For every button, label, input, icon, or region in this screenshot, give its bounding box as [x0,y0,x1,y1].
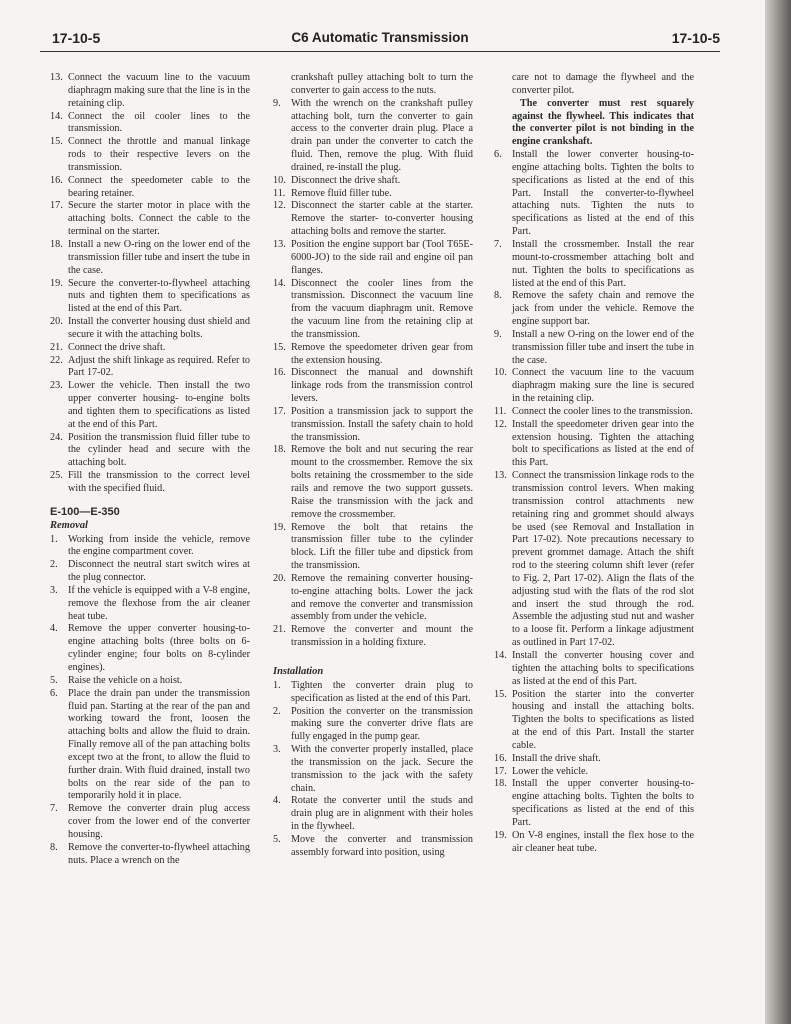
page-number-left: 17-10-5 [52,30,101,46]
list-item-text: Connect the drive shaft. [68,341,166,353]
list-item-text: Disconnect the starter cable at the starter. Remove the starter- to-converter housing attaching bolts and remove the starter. [291,200,473,238]
list-item-number: 11. [494,405,507,417]
column-right [494,72,694,855]
list-item-text: Remove the remaining converter housing-to-engine attaching bolts. Lower the jack and remove the converter and transmission assembly from under the vehicle. [291,572,473,623]
list-item [494,239,694,290]
list-item [273,278,473,342]
list-item-number: 15. [50,136,63,148]
list-item-number: 2. [50,559,58,571]
list-item-text: Connect the throttle and manual linkage rods to their respective levers on the transmission. [68,136,250,173]
subsection-heading-installation: Installation [273,665,324,677]
list-item [273,342,473,368]
list-item-number: 15. [494,688,507,700]
list-item-number: 18. [494,778,507,790]
continued-paragraph: crankshaft pulley attaching bolt to turn the converter to gain access to the nuts. [291,72,473,96]
list-item [50,72,250,111]
list-item [273,795,473,834]
list-item [273,98,473,175]
list-item-number: 14. [494,649,507,661]
list-item [273,406,473,445]
list-item-number: 16. [273,367,286,379]
list-item-text: Install the speedometer driven gear into the extension housing. Tighten the attaching bolt to specifications as listed at the end of this Part. [512,418,694,469]
list-item-text: Remove the safety chain and remove the jack from under the vehicle. Remove the engine support bar. [512,290,694,328]
list-item-number: 15. [273,341,286,353]
list-item-text: Adjust the shift linkage as required. Refer to Part 17-02. [68,354,250,379]
list-item-number: 6. [494,149,502,161]
list-item [50,842,250,868]
list-item [494,766,694,779]
list-item [50,559,250,585]
list-item-number: 17. [50,200,63,212]
list-item-text: Remove the converter and mount the transmission in a holding fixture. [291,624,473,649]
list-item-text: Remove the speedometer driven gear from the extension housing. [291,341,473,366]
list-item-number: 8. [50,841,58,853]
list-item-number: 11. [273,187,286,199]
list-item [50,432,250,471]
list-item-text: Install the lower converter housing-to-engine attaching bolts. Tighten the bolts to specifications as listed at the end of this Part. Install the converter-to-flywheel attaching nuts. Tighten the nuts to specifications as listed at the end of this Part. [512,149,694,238]
list-item [494,830,694,856]
list-item-text: Working from inside the vehicle, remove the engine compartment cover. [68,533,250,558]
list-item-number: 9. [494,328,502,340]
list-item-number: 13. [494,470,507,482]
list-item-number: 5. [50,674,58,686]
column-middle [273,72,473,860]
list-item [494,149,694,239]
list-item [273,573,473,624]
list-item-text: Install the converter housing dust shield and secure it with the attaching bolts. [68,316,250,340]
list-item-number: 22. [50,354,63,366]
list-item-number: 10. [273,174,286,186]
list-item [50,200,250,239]
bold-note: The converter must rest squarely against the flywheel. This indicates that the converter pilot is not binding in the engine crankshaft. [512,97,694,148]
list-item-text: Tighten the converter drain plug to specification as listed at the end of this Part. [291,679,473,704]
list-item-number: 18. [273,444,286,456]
list-item [273,367,473,406]
list-item-number: 1. [50,533,58,545]
list-item-number: 19. [494,829,507,841]
list-item-text: Disconnect the drive shaft. [291,174,401,186]
list-item-text: On V-8 engines, install the flex hose to the air cleaner heat tube. [512,829,694,854]
page-binding-edge [765,0,791,1024]
list-item [494,290,694,329]
list-item-number: 7. [494,238,502,250]
list-item [50,111,250,137]
list-item [494,419,694,470]
list-item [273,706,473,745]
continued-paragraph: care not to damage the flywheel and the converter pilot. [512,72,694,96]
list-item-number: 9. [273,97,281,109]
list-item-text: Remove fluid filler tube. [291,187,392,199]
list-item-text: Remove the upper converter housing-to-engine attaching bolts (three bolts on 6-cylinder engine; four bolts on 8-cylinder engines). [68,623,250,673]
list-item [50,316,250,342]
section-heading: E-100—E-350 [50,505,120,518]
list-item [273,188,473,201]
list-item [50,470,250,496]
list-item-text: Lower the vehicle. [512,765,589,777]
list-item-text: Connect the oil cooler lines to the transmission. [68,110,250,135]
list-item-number: 3. [50,584,58,596]
list-item-number: 12. [494,418,507,430]
list-item [494,778,694,829]
list-item [494,689,694,753]
list-item [273,680,473,706]
list-item-text: Position a transmission jack to support the transmission. Install the safety chain to hold the transmission. [291,405,473,443]
list-item-number: 25. [50,470,63,482]
list-item [50,239,250,278]
list-item [50,675,250,688]
list-item-number: 17. [273,405,286,417]
list-item-number: 14. [50,110,63,122]
list-item [273,834,473,860]
list-item-text: Remove the bolt and nut securing the rear mount to the crossmember. Remove the six bolts retaining the crossmember to the side rails and remove the two support gussets. Raise the transmission with the jack and remove the crossmember. [291,444,473,520]
list-item [494,367,694,406]
list-item [273,200,473,239]
list-item [50,380,250,431]
list-item-number: 16. [50,174,63,186]
list-item-text: Connect the speedometer cable to the bearing retainer. [68,174,250,199]
list-item-number: 8. [494,290,502,302]
list-item-number: 19. [273,521,286,533]
list-item [494,753,694,766]
list-item [273,744,473,795]
list-item-text: Install the converter housing cover and tighten the attaching bolts to specifications as listed at the end of this Part. [512,649,694,687]
list-item-text: Rotate the converter until the studs and drain plug are in alignment with their holes in the flywheel. [291,795,473,833]
list-item-text: Lower the vehicle. Then install the two upper converter housing- to-engine bolts and tighten them to specifications as listed at the end of this Part. [68,380,250,430]
page-header [40,29,720,52]
list-item-number: 2. [273,705,281,717]
list-item-number: 7. [50,803,58,815]
list-item [50,585,250,624]
list-item-text: Disconnect the cooler lines from the transmission. Disconnect the vacuum line from the vacuum diaphragm unit. Remove the vacuum line from the retaining clip at the transmission. [291,277,473,340]
list-item [50,534,250,560]
list-item-text: Position the engine support bar (Tool T65E-6000-JO) to the side rail and engine oil pan flanges. [291,238,473,276]
list-item-number: 16. [494,752,507,764]
page-title: C6 Automatic Transmission [291,30,469,45]
list-item [50,803,250,842]
list-item-text: Install a new O-ring on the lower end of the transmission filler tube and insert the tube in the case. [68,238,250,276]
list-item [50,175,250,201]
list-item-number: 4. [50,623,58,635]
list-item-number: 20. [273,572,286,584]
list-item-number: 10. [494,367,507,379]
list-item [50,623,250,674]
list-item-text: Connect the vacuum line to the vacuum diaphragm making sure that the line is in the retaining clip. [68,72,250,109]
list-item-number: 18. [50,238,63,250]
list-item [50,688,250,804]
list-item-text: Secure the converter-to-flywheel attaching nuts and tighten them to specifications as listed at the end of this Part. [68,277,250,315]
list-item-number: 13. [50,72,63,83]
list-item-number: 3. [273,744,281,756]
list-item [273,175,473,188]
list-item [494,650,694,689]
list-item-text: Remove the converter drain plug access cover from the lower end of the converter housing. [68,803,250,840]
list-item-text: If the vehicle is equipped with a V-8 engine, remove the flexhose from the air cleaner heat tube. [68,584,250,622]
list-item [50,136,250,175]
list-item-text: Disconnect the manual and downshift linkage rods from the transmission control levers. [291,367,473,405]
list-item-text: Install the upper converter housing-to-engine attaching bolts. Tighten the bolts to specifications as listed at the end of this Part. [512,778,694,828]
list-item-number: 23. [50,380,63,392]
list-item [50,355,250,381]
list-item-number: 20. [50,316,63,328]
list-item-text: With the wrench on the crankshaft pulley attaching bolt, turn the converter to gain access to the converter drain plug. Place a drain pan under the converter to catch the fluid. Then, remove the plug. With fluid drained, re-install the plug. [291,97,473,173]
list-item [273,624,473,650]
list-item-number: 4. [273,795,281,807]
list-item-text: Position the starter into the converter housing and install the attaching bolts. Tighten the bolts to specifications as listed at the end of this Part. Install the starter cable. [512,688,694,751]
list-item-number: 17. [494,765,507,777]
list-item-text: Install a new O-ring on the lower end of the transmission filler tube and insert the tube in the case. [512,328,694,366]
list-item-text: Move the converter and transmission assembly forward into position, using [291,833,473,858]
list-item-number: 19. [50,277,63,289]
list-item-number: 5. [273,833,281,845]
list-item-number: 21. [273,624,286,636]
list-item-text: Connect the transmission linkage rods to the transmission control levers. When making transmission control attachments new retaining ring and grommet should always be used (see Removal and Installation in Part 17-02). Note precautions necessary to prevent grommet damage. Attach the shift rod to the steering column shift lever (refer to Fig. 2, Part 17-02). Align the flats of the adjusting stud with the flats of the rod slot and insert the stud through the rod. Assemble the adjusting stud nut and washer to a loose fit. Perform a linkage adjustment as outlined in Part 17-02. [512,470,694,649]
list-item-text: Install the crossmember. Install the rear mount-to-crossmember attaching bolt and nut. Tighten the bolts to specifications as listed at the end of this Part. [512,238,694,289]
list-item [273,522,473,573]
list-item-number: 12. [273,200,286,212]
list-item-number: 24. [50,431,63,443]
list-item-text: Place the drain pan under the transmission fluid pan. Starting at the rear of the pan and working toward the front, loosen the attaching bolts and allow the fluid to drain. Finally remove all of the pan attaching bolts except two at the front, to allow the fluid to further drain. With fluid drained, install two bolts on the rear side of the pan to temporarily hold it in place. [68,687,250,802]
list-item [50,342,250,355]
subsection-heading-removal: Removal [50,519,88,531]
page-number-right: 17-10-5 [671,30,720,46]
list-item [50,278,250,317]
list-item-number: 21. [50,341,63,353]
list-item [273,444,473,521]
list-item-text: Remove the bolt that retains the transmission filler tube to the cylinder block. Lift the filler tube and dipstick from the transmission. [291,521,473,572]
list-item-text: Position the transmission fluid filler tube to the cylinder head and secure with the attaching bolt. [68,431,250,469]
list-item-text: Connect the cooler lines to the transmission. [512,405,693,417]
list-item-text: Install the drive shaft. [512,752,601,764]
list-item-text: Disconnect the neutral start switch wires at the plug connector. [68,559,250,584]
list-item-text: Remove the converter-to-flywheel attaching nuts. Place a wrench on the [68,841,250,866]
column-left [50,72,250,867]
list-item-text: With the converter properly installed, place the transmission on the jack. Secure the transmission to the jack with the safety chain. [291,744,473,794]
list-item [273,239,473,278]
list-item-number: 1. [273,679,281,691]
list-item-text: Position the converter on the transmission making sure the converter drive flats are fully engaged in the pump gear. [291,705,473,743]
list-item [494,329,694,368]
list-item [494,470,694,650]
list-item-text: Connect the vacuum line to the vacuum diaphragm making sure the line is secured in the retaining clip. [512,367,694,405]
list-item-text: Secure the starter motor in place with the attaching bolts. Connect the cable to the terminal on the starter. [68,200,250,238]
list-item-text: Raise the vehicle on a hoist. [68,674,183,686]
list-item [494,406,694,419]
list-item-text: Fill the transmission to the correct level with the specified fluid. [68,470,250,494]
list-item-number: 13. [273,238,286,250]
list-item-number: 6. [50,687,58,699]
list-item-number: 14. [273,277,286,289]
